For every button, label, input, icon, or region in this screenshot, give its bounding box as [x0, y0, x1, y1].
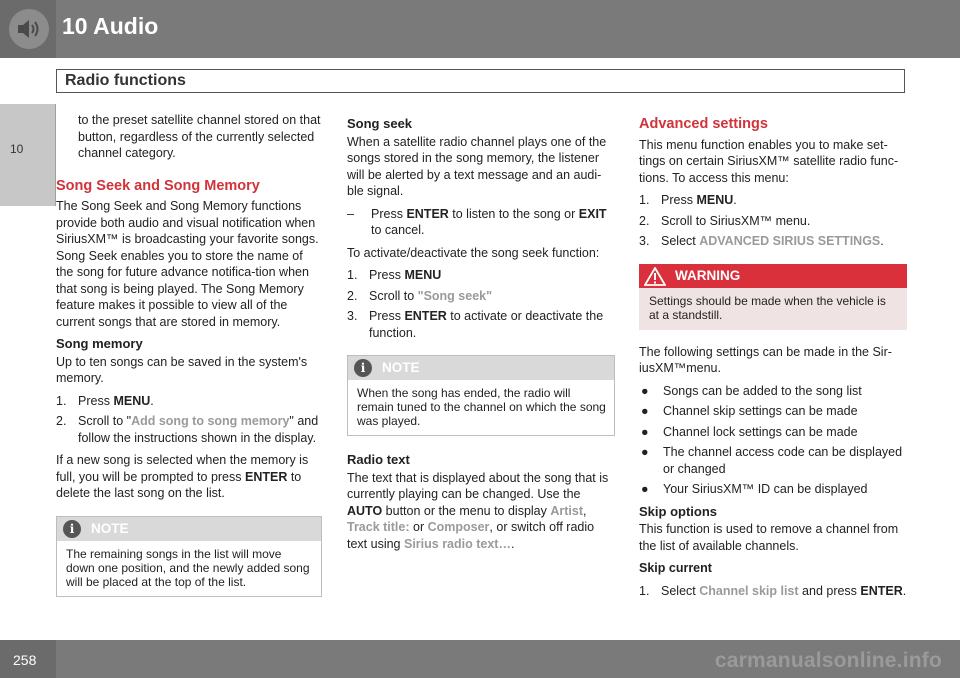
speaker-icon	[9, 9, 49, 49]
advanced-settings-heading: Advanced settings	[639, 116, 768, 132]
side-tab-number: 10	[10, 142, 24, 156]
list-item: 2. Scroll to "Song seek"	[347, 288, 493, 303]
chapter-icon-box	[0, 0, 56, 58]
advanced-settings-body: This menu function enables you to make set-tings on certain SiriusXM™ satellite radio func-tions. To access this menu:	[639, 137, 899, 185]
note-title: NOTE	[382, 360, 420, 375]
menu-option-artist: Artist	[550, 503, 584, 518]
list-item: ● Channel skip settings can be made	[641, 404, 858, 418]
list-item: 3. Press ENTER to activate or deactivate the function.	[347, 309, 604, 340]
menu-option-add-song: Add song to song memory	[131, 414, 290, 428]
section-title-bar	[56, 69, 905, 93]
skip-options-body: This function is used to remove a channel from the list of available channels.	[639, 522, 899, 553]
list-item: ● Channel lock settings can be made	[641, 424, 858, 439]
list-item: ● Your SiriusXM™ ID can be displayed	[641, 482, 868, 496]
following-settings-paragraph: The following settings can be made in the Sir-iusXM™menu.	[639, 344, 892, 375]
chapter-title: 10 Audio	[62, 13, 159, 39]
note-body: The remaining songs in the list will move down one position, and the newly added song will be placed at the top of the list.	[66, 546, 310, 589]
menu-option-sirius-radio-text: Sirius radio text…	[403, 536, 511, 551]
section-title: Radio functions	[65, 72, 186, 89]
skip-options-heading: Skip options	[639, 503, 717, 519]
list-item: – Press ENTER to listen to the song or EXIT to cancel.	[347, 206, 607, 237]
menu-option-song-seek: "Song seek"	[417, 288, 493, 303]
info-icon: i	[63, 520, 81, 538]
column-3	[639, 112, 907, 605]
note-title: NOTE	[91, 520, 129, 536]
song-memory-heading: Song memory	[56, 336, 143, 351]
chapter-side-tab	[0, 104, 56, 206]
menu-option-track-title: Track title:	[347, 520, 410, 534]
song-memory-steps	[56, 393, 322, 447]
memory-full-paragraph: If a new song is selected when the memory is full, you will be prompted to press ENTER to delete the last song on the list.	[56, 453, 309, 500]
song-seek-heading: Song seek	[347, 116, 413, 131]
list-item: 3. Select ADVANCED SIRIUS SETTINGS.	[639, 234, 884, 248]
list-item: ● Songs can be added to the song list	[641, 383, 862, 398]
menu-option-channel-skip-list: Channel skip list	[699, 583, 799, 598]
note-box	[56, 516, 322, 597]
note-body: When the song has ended, the radio will remain tuned to the channel on which the song was played.	[357, 386, 606, 428]
advanced-settings-steps	[639, 192, 907, 250]
list-item: ● The channel access code can be displayed or changed	[641, 445, 903, 476]
warning-icon	[644, 267, 666, 286]
list-item: 2. Scroll to SiriusXM™ menu.	[639, 213, 811, 228]
watermark: carmanualsonline.info	[714, 649, 942, 672]
warning-box	[639, 264, 907, 330]
skip-current-steps	[639, 583, 907, 600]
radio-text-body: The text that is displayed about the song that is currently playing can be changed. Use the AUTO button or the menu to display Artist, Track title: or Composer, or switch off radio text using Sirius radio text….	[347, 470, 609, 551]
skip-current-heading: Skip current	[639, 561, 712, 575]
song-seek-memory-body: The Song Seek and Song Memory functions provide both audio and visual notification when SiriusXM™ is broadcasting your favorite songs. Song Seek enables you to store the name of the song for future advance notifica-tion when that song is being played. The Song Memory feature makes it possible to view all of the current songs that are stored in memory.	[56, 199, 319, 329]
list-item: 1. Press MENU.	[56, 393, 154, 408]
list-item: 1. Press MENU	[347, 268, 442, 282]
info-icon: i	[354, 359, 372, 377]
intro-paragraph: to the preset satellite channel stored on that button, regardless of the currently selected channel category.	[78, 113, 321, 160]
page-number: 258	[13, 652, 37, 668]
column-2	[347, 112, 615, 558]
song-memory-body: Up to ten songs can be saved in the system's memory.	[56, 354, 308, 385]
menu-option-composer: Composer	[427, 520, 490, 534]
settings-bullet-list	[639, 383, 907, 498]
warning-title: WARNING	[675, 267, 741, 283]
activate-paragraph: To activate/deactivate the song seek function:	[347, 245, 600, 260]
list-item: 1. Press MENU.	[639, 193, 737, 207]
warning-body: Settings should be made when the vehicle is at a standstill.	[649, 293, 886, 322]
column-1	[56, 112, 322, 605]
song-seek-steps	[347, 267, 615, 341]
song-seek-body: When a satellite radio channel plays one of the songs stored in the song memory, the listener will be alerted by a text message and an audi-ble signal.	[347, 134, 607, 198]
page-footer	[0, 640, 960, 678]
note-box	[347, 355, 615, 436]
menu-option-advanced-sirius-settings: ADVANCED SIRIUS SETTINGS	[699, 234, 881, 248]
radio-text-heading: Radio text	[347, 452, 410, 467]
song-seek-dash-list	[347, 206, 615, 239]
list-item: 1. Select Channel skip list and press ENTER.	[639, 583, 907, 598]
song-seek-memory-heading: Song Seek and Song Memory	[56, 177, 260, 194]
page-header	[0, 0, 960, 58]
list-item: 2. Scroll to "Add song to song memory" and follow the instructions shown in the display.	[56, 414, 319, 445]
